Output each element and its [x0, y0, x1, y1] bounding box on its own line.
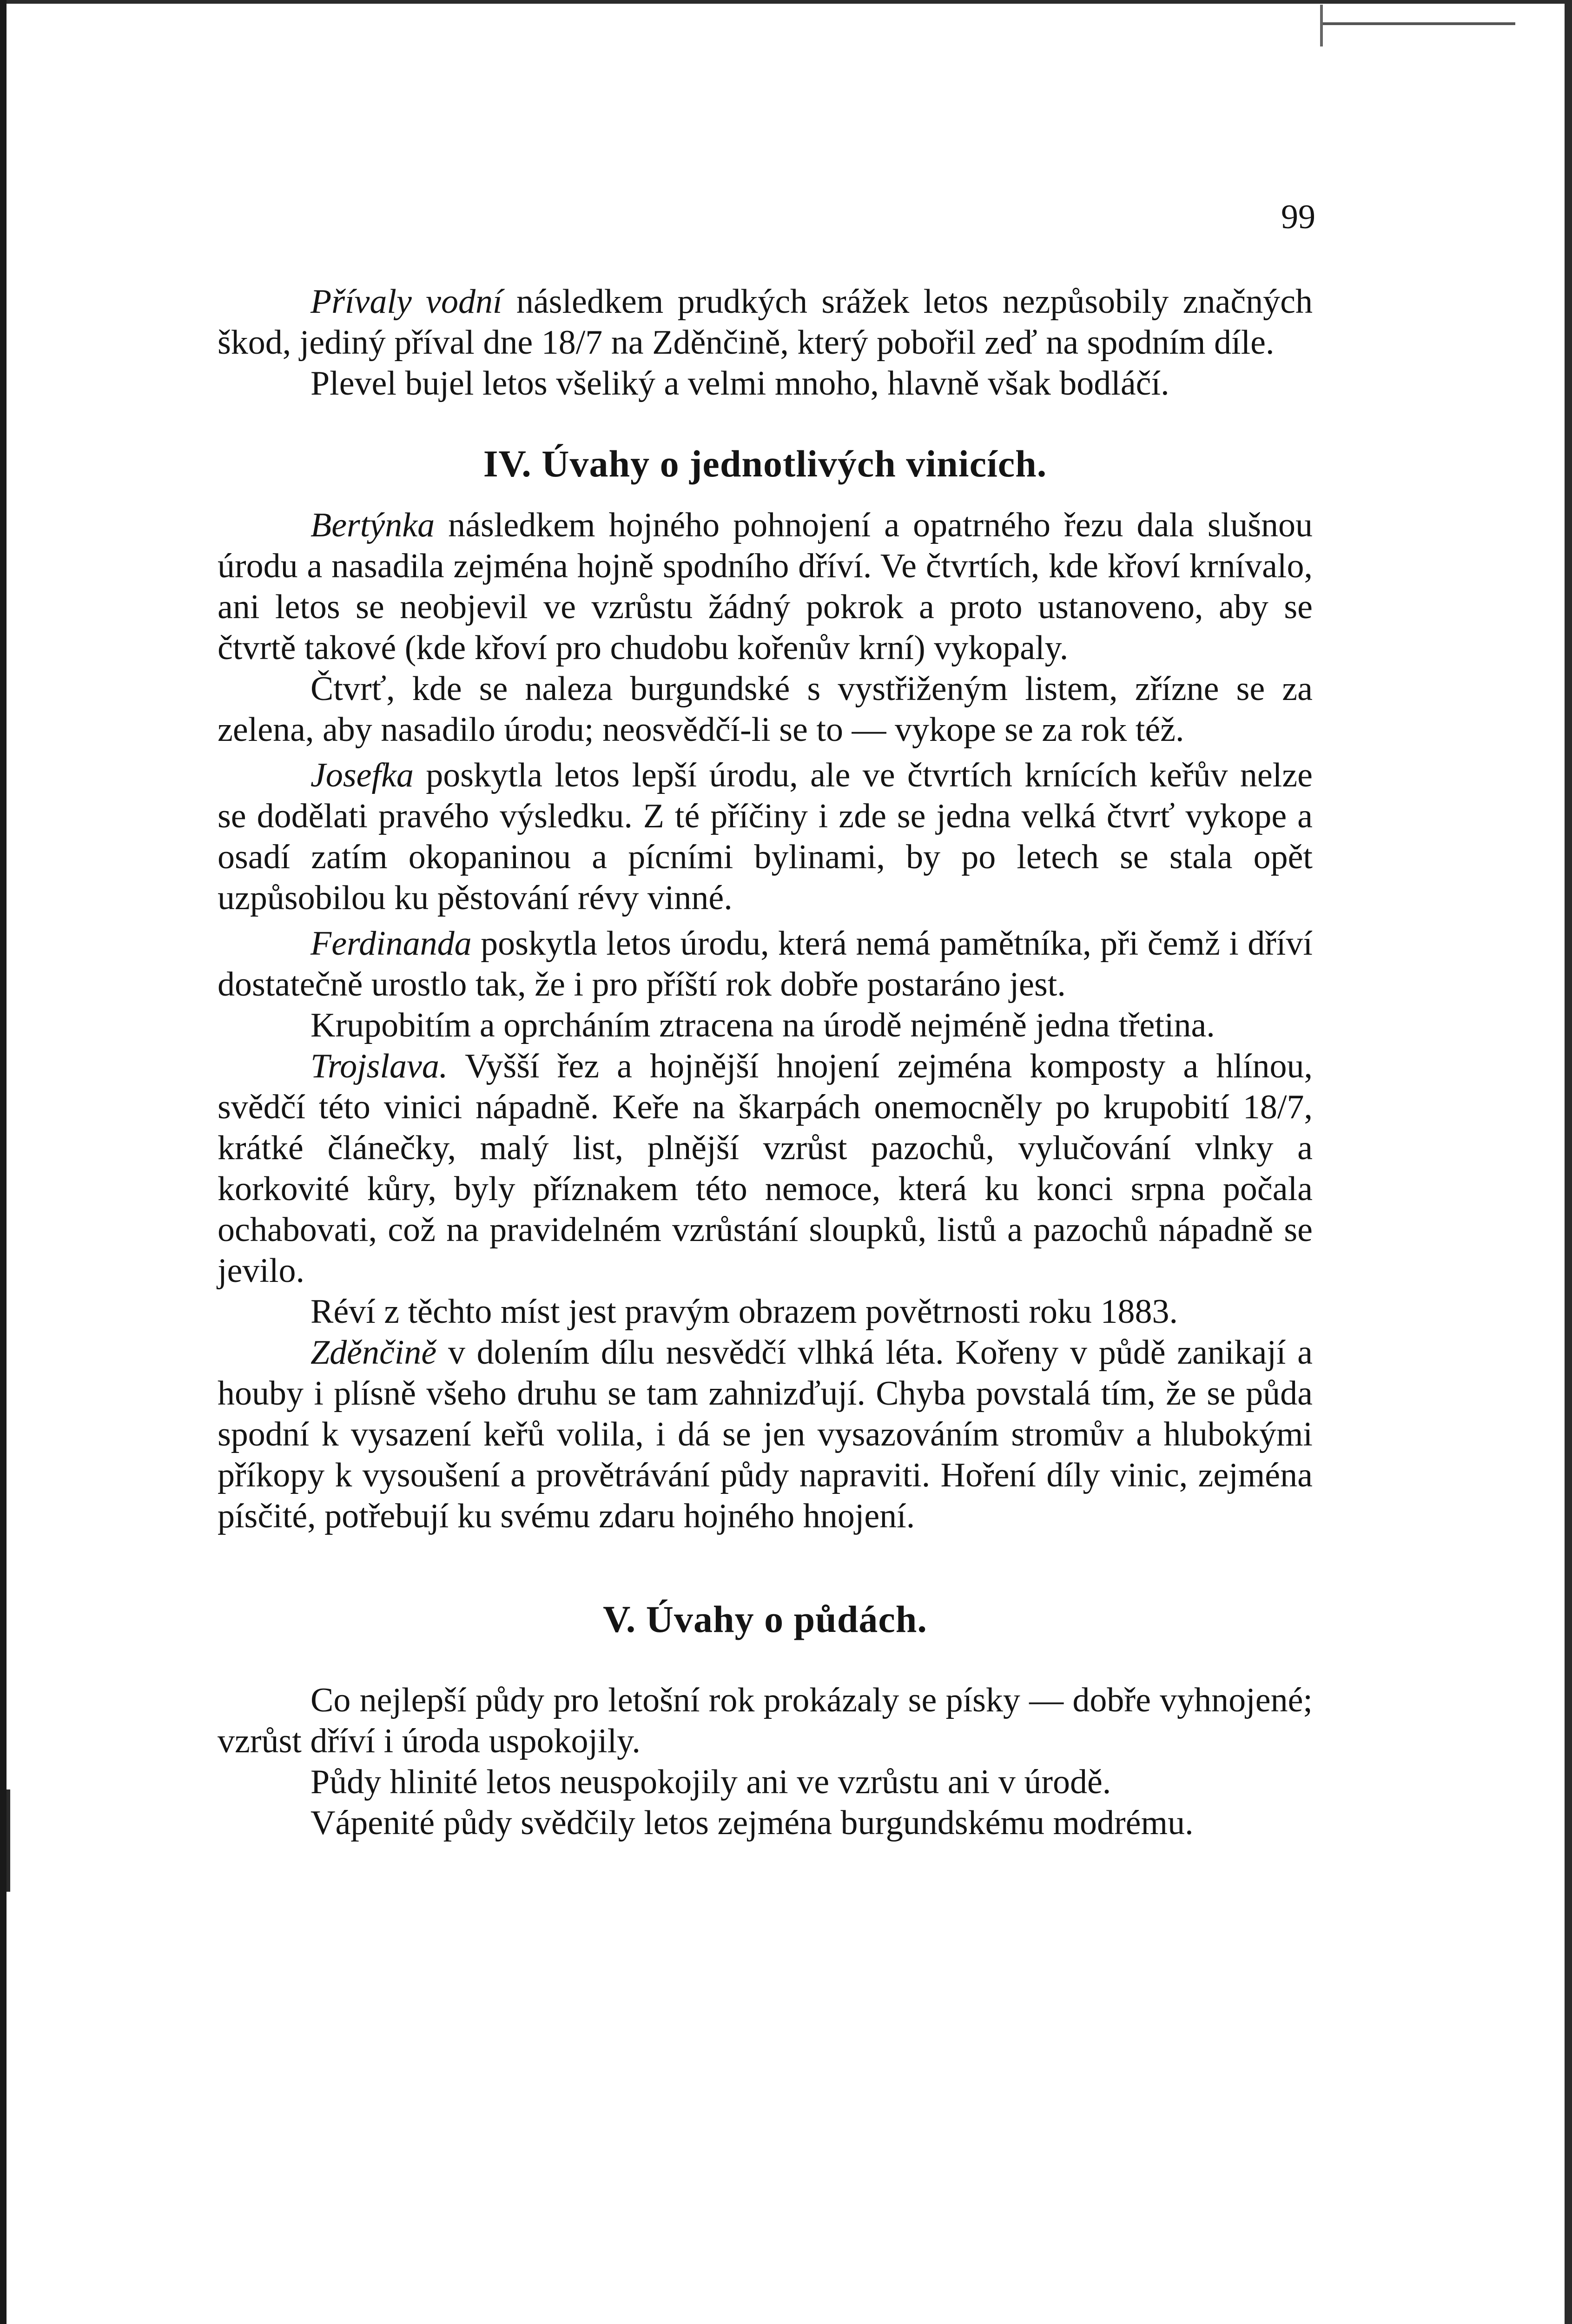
page-body: [218, 281, 1313, 1843]
scan-corner-mark: [1320, 22, 1515, 25]
paragraph-krupobiti: [218, 1005, 1313, 1046]
paragraph-text: Co nejlepší půdy pro letošní rok prokázaly se písky — dobře vyhnojené; vzrůst dříví i úroda uspokojily.: [218, 1681, 1313, 1760]
paragraph-text: Čtvrť, kde se naleza burgundské s vystřiženým listem, zřízne se za zelena, aby nasadilo úrodu; neosvědčí-li se to — vykope se za rok též.: [218, 670, 1313, 749]
scan-left-edge: [0, 0, 7, 2324]
paragraph-zdencine: [218, 1332, 1313, 1537]
paragraph-text: Plevel bujel letos všeliký a velmi mnoho, hlavně však bodláčí.: [310, 364, 1169, 403]
scan-left-mark: [7, 1789, 10, 1892]
paragraph-ctvrt: [218, 668, 1313, 750]
paragraph-lead: Zděnčině: [310, 1334, 437, 1372]
paragraph-plevel: [218, 363, 1313, 404]
page-number: 99: [1281, 198, 1315, 236]
paragraph-lead: Bertýnka: [310, 506, 435, 544]
paragraph-text: Réví z těchto míst jest pravým obrazem povětrnosti roku 1883.: [310, 1293, 1178, 1331]
paragraph-revi: [218, 1291, 1313, 1332]
paragraph-text: poskytla letos lepší úrodu, ale ve čtvrtích krnících keřův nelze se dodělati pravého výsledku. Z té příčiny i zde se jedna velká čtvrť vykope a osadí zatím okopaninou a pícními bylinami, by po letech se stala opět uzpůsobilou ku pěstování révy vinné.: [218, 756, 1313, 917]
paragraph-josefka: [218, 755, 1313, 918]
paragraph-text: Vyšší řez a hojnější hnojení zejména komposty a hlínou, svědčí této vinici nápadně. Keře na škarpách onemocněly po krupobití 18/7, krátké článečky, malý list, plnější vzrůst pazochů, vylučování vlnky a korkovité kůry, byly příznakem této nemoce, která ku konci srpna počala ochabovati, což na pravidelném vzrůstání sloupků, listů a pazochů nápadně se jevilo.: [218, 1047, 1313, 1290]
paragraph-privaly: [218, 281, 1313, 363]
paragraph-hlinite: [218, 1762, 1313, 1802]
paragraph-trojslava: [218, 1046, 1313, 1291]
paragraph-lead: Ferdinanda: [310, 924, 472, 963]
section-heading-v: V. Úvahy o půdách.: [603, 1598, 927, 1640]
paragraph-lead: Přívaly vodní: [310, 283, 502, 321]
section-heading-iv: IV. Úvahy o jednotlivých vinicích.: [483, 442, 1047, 485]
paragraph-bertynka: [218, 505, 1313, 668]
scan-corner-mark-vertical: [1320, 5, 1323, 46]
paragraph-lead: Josefka: [310, 756, 414, 794]
paragraph-lead: Trojslava.: [310, 1047, 448, 1085]
paragraph-text: Vápenité půdy svědčily letos zejména burgundskému modrému.: [310, 1804, 1194, 1842]
paragraph-ferdinanda: [218, 923, 1313, 1005]
paragraph-vapenite: [218, 1802, 1313, 1843]
scan-right-edge: [1565, 0, 1572, 2324]
paragraph-text: v dolením dílu nesvědčí vlhká léta. Kořeny v půdě zanikají a houby i plísně všeho druhu se tam zahnizďují. Chyba povstalá tím, že se půda spodní k vysazení keřů volila, i dá se jen vysazováním stromův a hlubokými příkopy k vysoušení a provětrávání půdy napraviti. Hoření díly vinic, zejména písčité, potřebují ku svému zdaru hojného hnojení.: [218, 1334, 1313, 1535]
paragraph-text: Krupobitím a oprcháním ztracena na úrodě nejméně jedna třetina.: [310, 1006, 1215, 1044]
paragraph-pisky: [218, 1680, 1313, 1762]
scan-top-edge: [0, 0, 1572, 4]
paragraph-text: následkem hojného pohnojení a opatrného řezu dala slušnou úrodu a nasadila zejména hojně spodního dříví. Ve čtvrtích, kde křoví krnívalo, ani letos se neobjevil ve vzrůstu žádný pokrok a proto ustanoveno, aby se čtvrtě takové (kde křoví pro chudobu kořenův krní) vykopaly.: [218, 506, 1313, 667]
paragraph-text: Půdy hlinité letos neuspokojily ani ve vzrůstu ani v úrodě.: [310, 1763, 1111, 1801]
paragraph-text: následkem prudkých srážek letos nezpůsobily značných škod, jediný příval dne 18/7 na Zděnčině, který pobořil zeď na spodním díle.: [218, 283, 1313, 362]
paragraph-text: poskytla letos úrodu, která nemá pamětníka, při čemž i dříví dostatečně urostlo tak, že i pro příští rok dobře postaráno jest.: [218, 924, 1313, 1004]
